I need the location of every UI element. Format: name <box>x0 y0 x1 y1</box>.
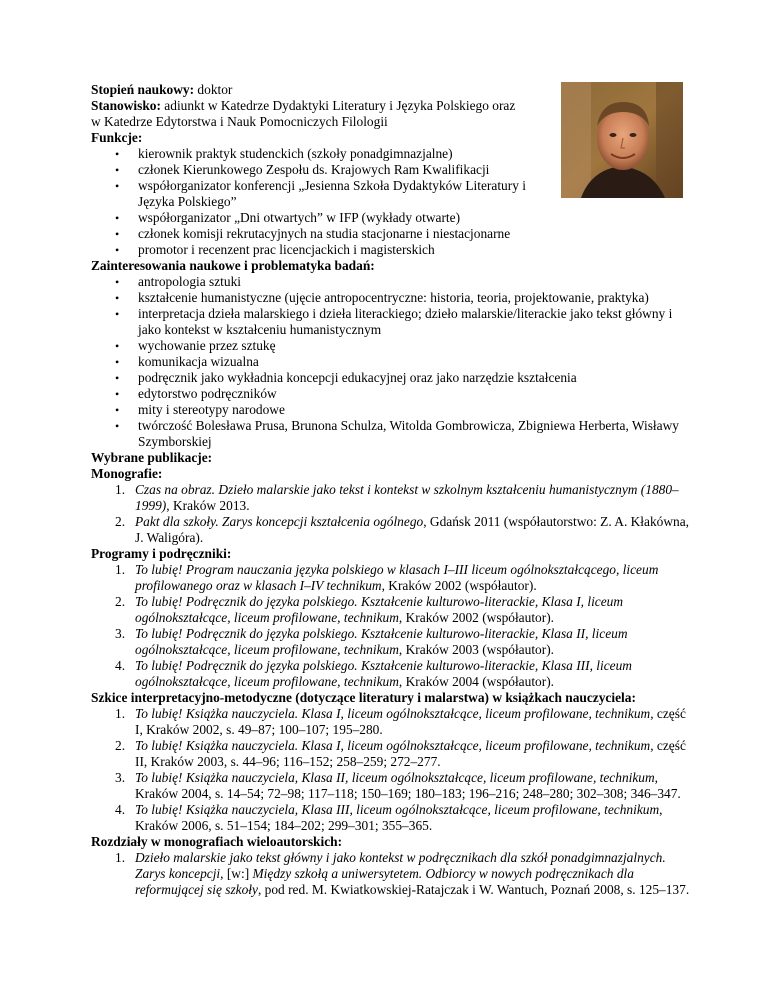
list-item: • promotor i recenzent prac licencjackich i magisterskich <box>91 242 691 258</box>
publication-title: To lubię! Podręcznik do języka polskiego. Kształcenie kulturowo-literackie, Klasa I, liceum ogólnokształcące, liceum profilowane, technikum <box>135 594 624 625</box>
publication-details: , Kraków 2004 (współautor). <box>398 674 554 689</box>
publication-title: To lubię! Książka nauczyciela, Klasa III, liceum ogólnokształcące, liceum profilowane, technikum <box>135 802 660 817</box>
publication-title: To lubię! Podręcznik do języka polskiego. Kształcenie kulturowo-literackie, Klasa II, liceum ogólnokształcące, liceum profilowane, technikum <box>135 626 628 657</box>
publication-title: Czas na obraz. Dzieło malarskie jako tekst i kontekst w szkolnym kształceniu humanistycznym (1880–1999) <box>135 482 679 513</box>
list-item <box>91 802 691 834</box>
functions-heading: Funkcje: <box>91 130 143 145</box>
chapters-list <box>91 850 691 898</box>
item-number: 2. <box>115 594 126 609</box>
functions-list <box>91 146 691 258</box>
list-item: • członek komisji rekrutacyjnych na studia stacjonarne i niestacjonarne <box>91 226 691 242</box>
publication-details: , Kraków 2004, s. 14–54; 72–98; 117–118; 150–169; 180–183; 196–216; 248–280; 302–308; 346–347. <box>135 770 681 801</box>
publication-title: To lubię! Książka nauczyciela. Klasa I, liceum ogólnokształcące, liceum profilowane, technikum <box>135 738 651 753</box>
list-item: • edytorstwo podręczników <box>91 386 691 402</box>
list-item: • mity i stereotypy narodowe <box>91 402 691 418</box>
item-number: 1. <box>115 482 126 497</box>
item-number: 2. <box>115 514 126 529</box>
list-item <box>91 770 691 802</box>
list-item: • współorganizator „Dni otwartych” w IFP (wykłady otwarte) <box>91 210 691 226</box>
publication-details: , [w:] <box>220 866 253 881</box>
publication-details: , Kraków 2002 (współautor). <box>398 610 554 625</box>
list-item <box>91 514 691 546</box>
list-item <box>91 626 691 658</box>
publication-details: , Kraków 2002 (współautor). <box>381 578 537 593</box>
list-item: • wychowanie przez sztukę <box>91 338 691 354</box>
position-label: Stanowisko: <box>91 98 161 113</box>
degree-line <box>91 82 691 98</box>
list-item: • komunikacja wizualna <box>91 354 691 370</box>
publication-details: , Kraków 2013. <box>166 498 250 513</box>
publication-title: To lubię! Książka nauczyciela. Klasa I, liceum ogólnokształcące, liceum profilowane, technikum <box>135 706 651 721</box>
list-item <box>91 706 691 738</box>
list-item: • podręcznik jako wykładnia koncepcji edukacyjnej oraz jako narzędzie kształcenia <box>91 370 691 386</box>
item-number: 2. <box>115 738 126 753</box>
list-item: • współorganizator konferencji „Jesienna Szkoła Dydaktyków Literatury i Języka Polskiego” <box>91 178 558 210</box>
list-item <box>91 850 691 898</box>
item-number: 3. <box>115 626 126 641</box>
list-item <box>91 562 691 594</box>
publication-title: To lubię! Program nauczania języka polskiego w klasach I–III liceum ogólnokształcącego, liceum profilowanego oraz w klasach I–IV technikum <box>135 562 659 593</box>
monographs-list <box>91 482 691 546</box>
list-item <box>91 658 691 690</box>
list-item: • członek Kierunkowego Zespołu ds. Krajowych Ram Kwalifikacji <box>91 162 691 178</box>
monographs-heading: Monografie: <box>91 466 163 481</box>
item-number: 1. <box>115 706 126 721</box>
chapters-heading: Rozdziały w monografiach wieloautorskich: <box>91 834 343 849</box>
list-item: • twórczość Bolesława Prusa, Brunona Schulza, Witolda Gombrowicza, Zbigniewa Herberta, Wisławy Szymborskiej <box>91 418 691 450</box>
degree-label: Stopień naukowy: <box>91 82 195 97</box>
sketches-list <box>91 706 691 834</box>
publication-title: Pakt dla szkoły. Zarys koncepcji kształcenia ogólnego <box>135 514 424 529</box>
publication-title: To lubię! Książka nauczyciela, Klasa II, liceum ogólnokształcące, liceum profilowane, technikum <box>135 770 655 785</box>
interests-list <box>91 274 691 450</box>
position-line-2: w Katedrze Edytorstwa i Nauk Pomocniczych Filologii <box>91 114 388 129</box>
list-item <box>91 594 691 626</box>
list-item <box>91 482 691 514</box>
list-item: • interpretacja dzieła malarskiego i dzieła literackiego; dzieło malarskie/literackie jako tekst główny i jako kontekst w kształceniu humanistycznym <box>91 306 691 338</box>
publication-title: To lubię! Podręcznik do języka polskiego. Kształcenie kulturowo-literackie, Klasa III, liceum ogólnokształcące, liceum profilowane, technikum <box>135 658 632 689</box>
interests-heading: Zainteresowania naukowe i problematyka badań: <box>91 258 375 273</box>
list-item <box>91 738 691 770</box>
list-item: • antropologia sztuki <box>91 274 691 290</box>
programs-list <box>91 562 691 690</box>
sketches-heading: Szkice interpretacyjno-metodyczne (dotyczące literatury i malarstwa) w książkach nauczyciela: <box>91 690 636 705</box>
item-number: 4. <box>115 658 126 673</box>
list-item: • kształcenie humanistyczne (ujęcie antropocentryczne: historia, teoria, projektowanie, praktyka) <box>91 290 691 306</box>
publication-details: , pod red. M. Kwiatkowskiej-Ratajczak i W. Wantuch, Poznań 2008, s. 125–137. <box>257 882 690 897</box>
position-line <box>91 98 691 114</box>
cv-content <box>91 82 691 898</box>
programs-heading: Programy i podręczniki: <box>91 546 232 561</box>
item-number: 1. <box>115 562 126 577</box>
publication-title: Dzieło malarskie jako tekst główny i jako kontekst w podręcznikach dla szkół ponadgimnazjalnych. Zarys koncepcji <box>135 850 666 881</box>
publication-details: , część II, Kraków 2003, s. 44–96; 116–152; 258–259; 272–277. <box>135 738 686 769</box>
volume-title: Między szkołą a uniwersytetem. Odbiorcy w nowych podręcznikach dla reformującej się szkoły <box>135 866 634 897</box>
publication-details: , część I, Kraków 2002, s. 49–87; 100–107; 195–280. <box>135 706 686 737</box>
publication-details: , Kraków 2003 (współautor). <box>398 642 554 657</box>
list-item: • kierownik praktyk studenckich (szkoły ponadgimnazjalne) <box>91 146 691 162</box>
item-number: 3. <box>115 770 126 785</box>
item-number: 1. <box>115 850 126 865</box>
publications-heading: Wybrane publikacje: <box>91 450 213 465</box>
position-value: adiunkt w Katedrze Dydaktyki Literatury i Języka Polskiego oraz <box>160 98 516 113</box>
degree-value: doktor <box>194 82 233 97</box>
item-number: 4. <box>115 802 126 817</box>
publication-details: , Gdańsk 2011 (współautorstwo: Z. A. Kłakówna, J. Waligóra). <box>135 514 690 545</box>
publication-details: , Kraków 2006, s. 51–154; 184–202; 299–301; 355–365. <box>135 802 663 833</box>
